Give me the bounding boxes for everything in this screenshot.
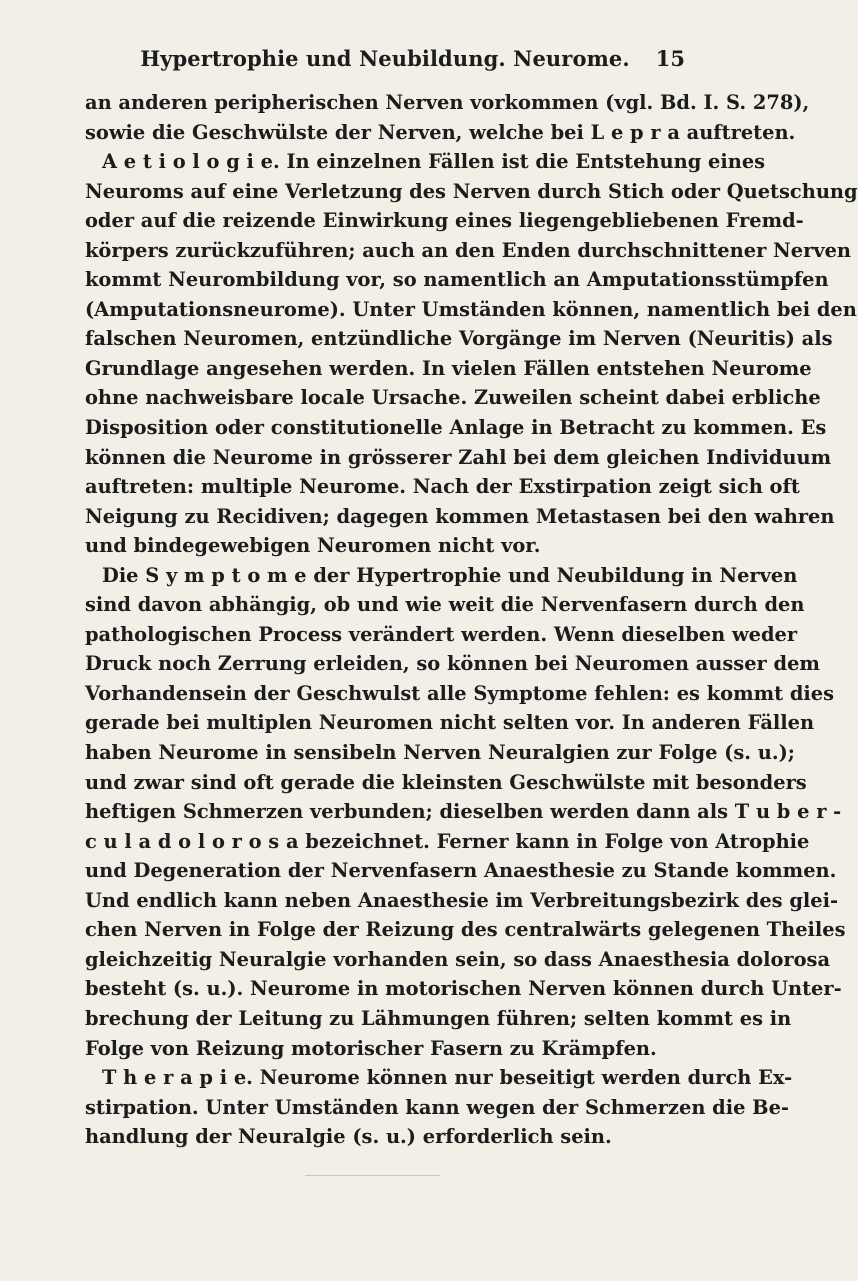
running-title: Hypertrophie und Neubildung. Neurome. <box>140 46 630 71</box>
text-line: auftreten: multiple Neurome. Nach der Exstirpation zeigt sich oft <box>85 475 800 499</box>
text-line: haben Neurome in sensibeln Nerven Neuralgien zur Folge (s. u.); <box>85 741 795 765</box>
text-line: ohne nachweisbare locale Ursache. Zuweilen scheint dabei erbliche <box>85 386 821 410</box>
text-line: pathologischen Process verändert werden. Wenn dieselben weder <box>85 622 798 646</box>
text-line: Disposition oder constitutionelle Anlage in Betracht zu kommen. Es <box>85 416 827 440</box>
text-line: besteht (s. u.). Neurome in motorischen Nerven können durch Unter- <box>85 977 842 1001</box>
text-line: c u l a d o l o r o s a bezeichnet. Ferner kann in Folge von Atrophie <box>85 829 810 853</box>
text-line: gerade bei multiplen Neuromen nicht selten vor. In anderen Fällen <box>85 711 815 735</box>
text-line: und bindegewebigen Neuromen nicht vor. <box>85 534 541 558</box>
text-line: körpers zurückzuführen; auch an den Enden durchschnittener Nerven <box>85 238 852 262</box>
text-line: Vorhandensein der Geschwulst alle Symptome fehlen: es kommt dies <box>85 681 835 705</box>
text-line: können die Neurome in grösserer Zahl bei dem gleichen Individuum <box>85 445 832 469</box>
text-line: brechung der Leitung zu Lähmungen führen; selten kommt es in <box>85 1006 792 1030</box>
text-line: chen Nerven in Folge der Reizung des centralwärts gelegenen Theiles <box>85 918 846 942</box>
text-line: Folge von Reizung motorischer Fasern zu Krämpfen. <box>85 1036 657 1060</box>
text-line: gleichzeitig Neuralgie vorhanden sein, so dass Anaesthesia dolorosa <box>85 947 831 971</box>
text-line: kommt Neurombildung vor, so namentlich an Amputationsstümpfen <box>85 268 829 292</box>
text-line: sowie die Geschwülste der Nerven, welche bei L e p r a auftreten. <box>85 120 796 144</box>
text-line: (Amputationsneurome). Unter Umständen können, namentlich bei den <box>85 297 857 321</box>
text-line: an anderen peripherischen Nerven vorkommen (vgl. Bd. I. S. 278), <box>85 91 810 114</box>
end-rule <box>305 1175 440 1176</box>
text-line: falschen Neuromen, entzündliche Vorgänge im Nerven (Neuritis) als <box>85 327 833 351</box>
text-line: Die S y m p t o m e der Hypertrophie und Neubildung in Nerven <box>102 563 798 587</box>
text-line: T h e r a p i e. Neurome können nur beseitigt werden durch Ex- <box>102 1066 793 1090</box>
text-line: handlung der Neuralgie (s. u.) erforderlich sein. <box>85 1125 612 1149</box>
text-line: Neuroms auf eine Verletzung des Nerven durch Stich oder Quetschung <box>85 179 858 203</box>
text-line: und zwar sind oft gerade die kleinsten Geschwülste mit besonders <box>85 770 807 794</box>
text-line: Druck noch Zerrung erleiden, so können bei Neuromen ausser dem <box>85 652 820 676</box>
text-line: heftigen Schmerzen verbunden; dieselben werden dann als T u b e r - <box>85 800 842 824</box>
text-line: Neigung zu Recidiven; dagegen kommen Metastasen bei den wahren <box>85 504 835 528</box>
text-line: sind davon abhängig, ob und wie weit die Nervenfasern durch den <box>85 593 805 617</box>
text-line: A e t i o l o g i e. In einzelnen Fällen ist die Entstehung eines <box>102 150 766 174</box>
text-line: stirpation. Unter Umständen kann wegen der Schmerzen die Be- <box>85 1095 789 1119</box>
body-text <box>85 88 858 1152</box>
running-head <box>85 46 685 76</box>
text-line: und Degeneration der Nervenfasern Anaesthesie zu Stande kommen. <box>85 859 837 883</box>
text-line: oder auf die reizende Einwirkung eines liegengebliebenen Fremd- <box>85 209 804 233</box>
text-line: Und endlich kann neben Anaesthesie im Verbreitungsbezirk des glei- <box>85 888 839 912</box>
text-line: Grundlage angesehen werden. In vielen Fällen entstehen Neurome <box>85 356 812 380</box>
page-number: 15 <box>655 46 685 71</box>
